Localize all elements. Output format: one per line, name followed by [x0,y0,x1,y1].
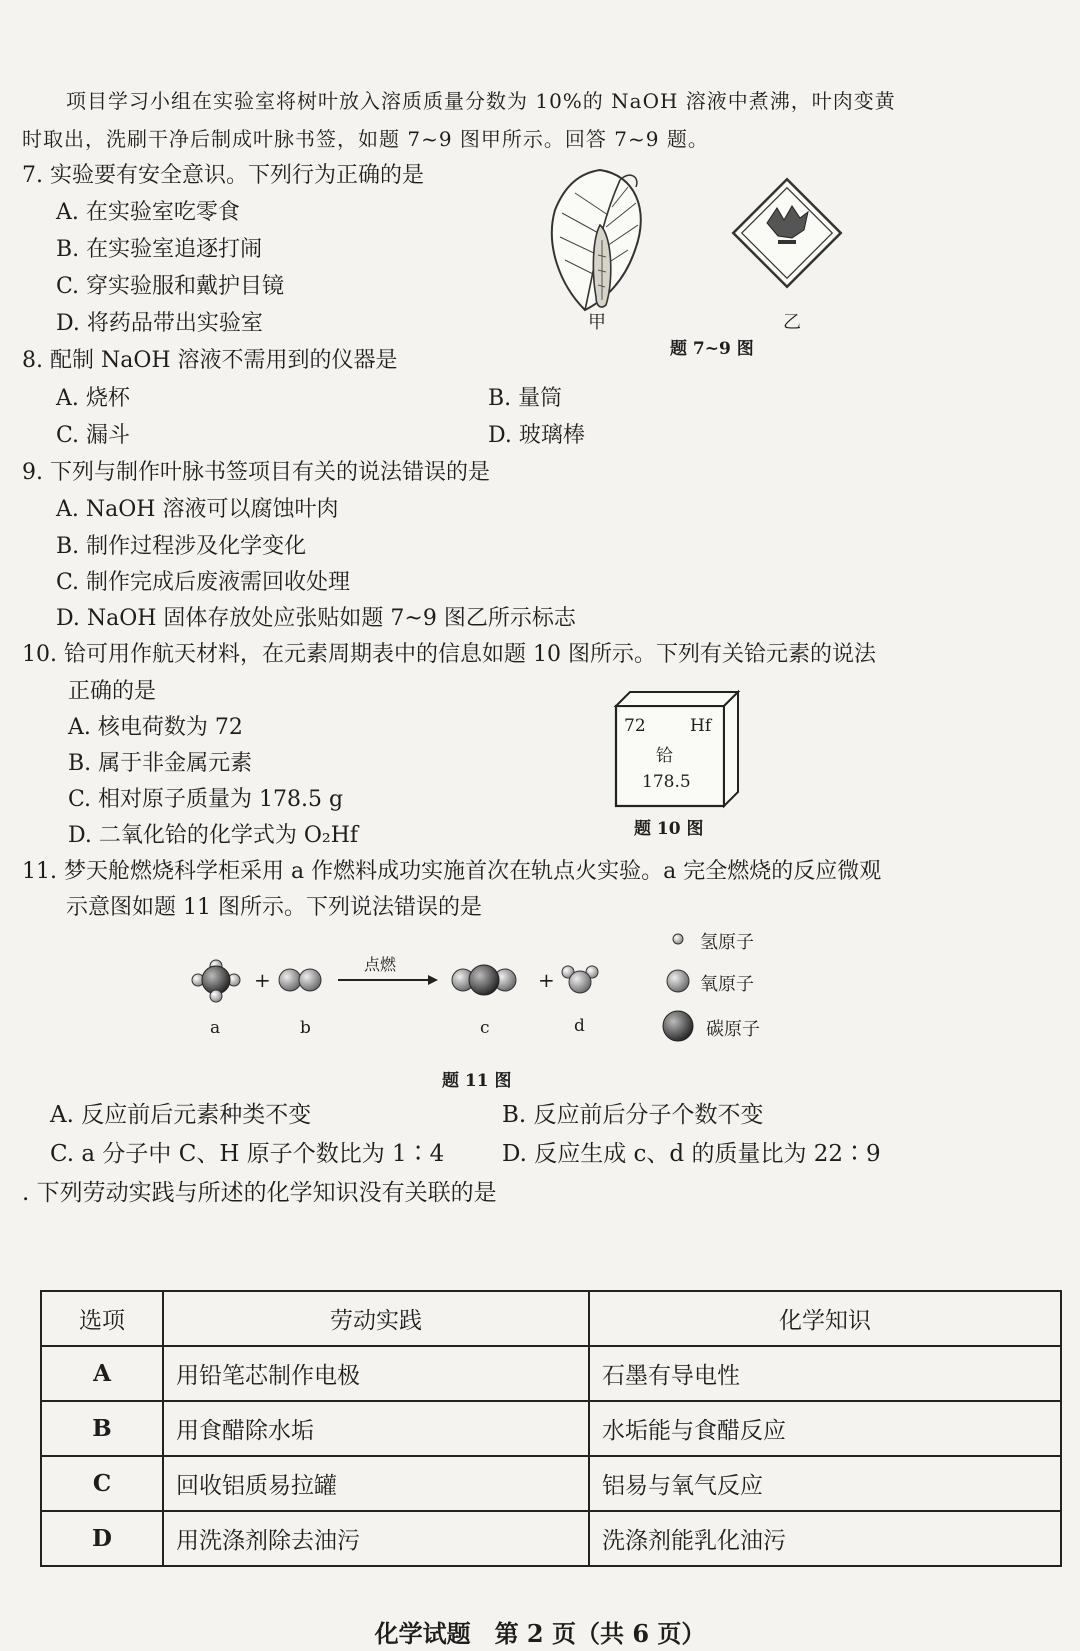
table-row [41,1456,1061,1511]
q9-option-b: B. 制作过程涉及化学变化 [56,534,307,559]
molecule-a [192,960,240,1002]
table-row [41,1346,1061,1401]
header-knowledge: 化学知识 [589,1291,1061,1346]
row-a-knowledge: 石墨有导电性 [589,1346,1061,1401]
q9-option-c: C. 制作完成后废液需回收处理 [56,570,351,595]
corrosive-sign-figure [722,168,852,298]
q10-stem-line-2: 正确的是 [68,679,157,704]
q9-option-a: A. NaOH 溶液可以腐蚀叶肉 [56,497,339,522]
leaf-bookmark-figure [540,165,660,315]
q10-option-b: B. 属于非金属元素 [68,751,253,776]
row-d-practice: 用洗涤剂除去油污 [163,1511,589,1566]
q10-option-d: D. 二氧化铪的化学式为 O₂Hf [68,823,359,848]
row-b-knowledge: 水垢能与食醋反应 [589,1401,1061,1456]
q11-option-c: C. a 分子中 C、H 原子个数比为 1∶4 [50,1141,445,1167]
atom-legend [660,925,700,1045]
q12-table [40,1290,1062,1567]
q7-stem: 7. 实验要有安全意识。下列行为正确的是 [22,163,424,188]
label-c: c [480,1018,490,1038]
intro-line-1: 项目学习小组在实验室将树叶放入溶质质量分数为 10%的 NaOH 溶液中煮沸，叶肉变黄 [66,89,896,113]
reaction-diagram [180,940,660,1030]
q11-stem-line-2: 示意图如题 11 图所示。下列说法错误的是 [66,895,482,920]
element-cell-figure [612,690,742,810]
q12-stem: . 下列劳动实践与所述的化学知识没有关联的是 [22,1180,497,1206]
label-d: d [574,1016,585,1036]
row-d-knowledge: 洗涤剂能乳化油污 [589,1511,1061,1566]
q8-option-b: B. 量筒 [488,386,563,411]
q9-option-d: D. NaOH 固体存放处应张贴如题 7~9 图乙所示标志 [56,606,576,631]
element-name: 铪 [656,746,673,766]
element-atomic-number: 72 [624,716,646,736]
fig79-caption: 题 7~9 图 [670,339,754,359]
q9-stem: 9. 下列与制作叶脉书签项目有关的说法错误的是 [22,460,490,485]
label-b: b [300,1018,311,1038]
intro-line-2: 时取出，洗刷干净后制成叶脉书签，如题 7~9 图甲所示。回答 7~9 题。 [22,127,709,151]
fig79-label-yi: 乙 [783,312,801,333]
q8-option-a: A. 烧杯 [56,386,130,411]
q10-option-c: C. 相对原子质量为 178.5 g [68,787,344,812]
legend-hydrogen: 氢原子 [700,932,754,953]
reaction-plus-2: + [538,968,555,992]
fig79-label-jia: 甲 [588,312,606,333]
label-a: a [210,1018,221,1038]
q11-stem-line-1: 11. 梦天舱燃烧科学柜采用 a 作燃料成功实施首次在轨点火实验。a 完全燃烧的反应微观 [22,859,882,884]
header-option: 选项 [41,1291,163,1346]
reaction-condition: 点燃 [364,955,397,974]
q11-option-a: A. 反应前后元素种类不变 [50,1102,312,1128]
q8-option-c: C. 漏斗 [56,423,131,448]
row-a-practice: 用铅笔芯制作电极 [163,1346,589,1401]
table-header-row [41,1291,1061,1346]
legend-carbon: 碳原子 [706,1019,760,1040]
q7-option-d: D. 将药品带出实验室 [56,311,263,336]
table-row [41,1401,1061,1456]
molecule-d [562,966,598,993]
header-practice: 劳动实践 [163,1291,589,1346]
page-footer: 化学试题 第 2 页（共 6 页） [374,1619,706,1648]
row-c-practice: 回收铝质易拉罐 [163,1456,589,1511]
q11-option-b: B. 反应前后分子个数不变 [502,1102,764,1128]
row-d-option: D [41,1511,163,1566]
q10-option-a: A. 核电荷数为 72 [68,715,243,740]
table-row [41,1511,1061,1566]
row-c-knowledge: 铝易与氧气反应 [589,1456,1061,1511]
q8-stem: 8. 配制 NaOH 溶液不需用到的仪器是 [22,348,398,373]
q7-option-b: B. 在实验室追逐打闹 [56,237,263,262]
element-symbol: Hf [690,716,712,736]
row-b-option: B [41,1401,163,1456]
row-c-option: C [41,1456,163,1511]
q11-option-d: D. 反应生成 c、d 的质量比为 22∶9 [502,1141,881,1167]
reaction-plus-1: + [254,968,271,992]
q8-option-d: D. 玻璃棒 [488,423,585,448]
row-b-practice: 用食醋除水垢 [163,1401,589,1456]
molecule-b [279,969,321,991]
fig10-caption: 题 10 图 [634,819,704,839]
q10-stem-line-1: 10. 铪可用作航天材料，在元素周期表中的信息如题 10 图所示。下列有关铪元素的说法 [22,642,876,667]
q7-option-c: C. 穿实验服和戴护目镜 [56,274,285,299]
q7-option-a: A. 在实验室吃零食 [56,200,240,225]
legend-oxygen: 氧原子 [700,974,754,995]
row-a-option: A [41,1346,163,1401]
molecule-c [452,965,516,995]
fig11-caption: 题 11 图 [442,1071,512,1091]
element-atomic-mass: 178.5 [642,772,691,792]
